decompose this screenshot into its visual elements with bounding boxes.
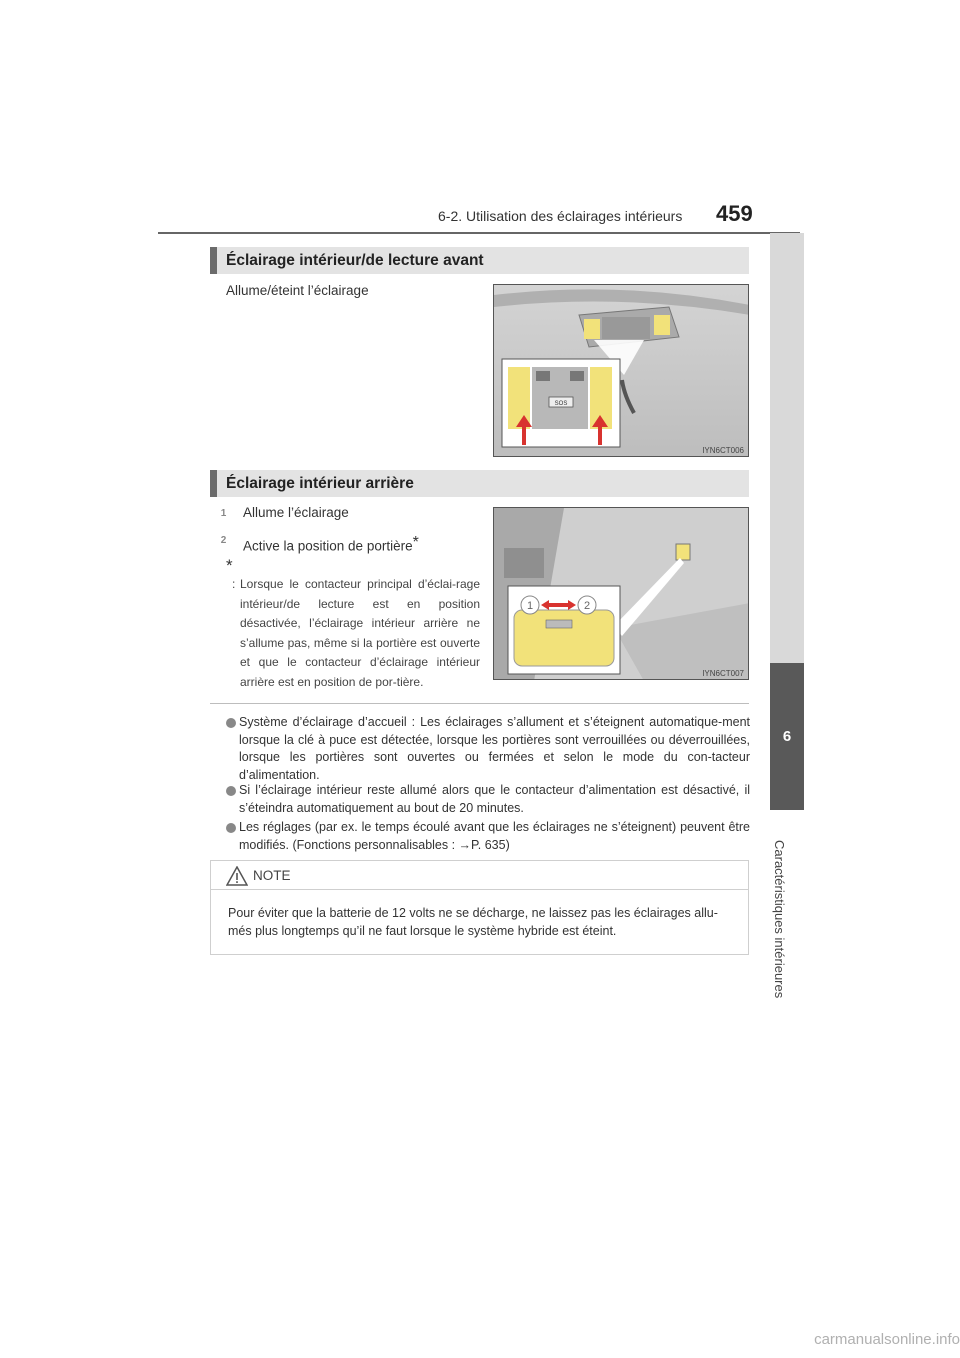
bullet-text-1: Système d’éclairage d’accueil : Les éclairages s’allument et s’éteignent automatique-ment lorsque la clé à puce est détectée, lorsque les portières sont verrouillées ou déverrouillées, lorsque les portières sont ouvertes ou fermées et selon le mode du con-tacteur d’alimentation. (239, 715, 750, 782)
note-title: NOTE (253, 868, 291, 883)
bullet-item-1 (226, 714, 750, 784)
rear-light-illustration-svg (494, 508, 749, 680)
rear-light-illustration (493, 507, 749, 680)
footnote-mark: * (226, 556, 233, 575)
rear-item-2-label: Active la position de portière (243, 538, 413, 554)
side-tab-background (770, 233, 804, 663)
footnote-separator: : (232, 577, 236, 591)
bullet-text-3: Les réglages (par ex. le temps écoulé avant que les éclairages ne s’éteignent) peuvent être modifiés. (Fonctions personnalisables : →P. 635) (239, 820, 750, 852)
header-section-title: 6-2. Utilisation des éclairages intérieurs (438, 208, 683, 224)
note-head-rule (211, 889, 748, 890)
section2-bottom-rule (210, 703, 749, 704)
section-heading-rear-light: Éclairage intérieur arrière (210, 470, 749, 497)
bullet-dot-icon (226, 718, 236, 728)
bullet-item-3 (226, 819, 750, 854)
chapter-label: Caractéristiques intérieures (772, 840, 787, 999)
rear-image-code: IYN6CT007 (702, 669, 744, 678)
rear-item-2-text (243, 532, 419, 554)
item-number-1: 1 (220, 508, 227, 519)
header-rule (158, 232, 800, 234)
watermark: carmanualsonline.info (814, 1331, 960, 1348)
rear-item-1-text: Allume l’éclairage (243, 505, 349, 520)
front-light-illustration-svg (494, 285, 749, 457)
item-number-2: 2 (220, 535, 227, 546)
front-light-illustration (493, 284, 749, 457)
bullet-item-2 (226, 782, 750, 817)
front-image-code: IYN6CT006 (702, 446, 744, 455)
rear-image-label-1: 1 (526, 600, 534, 612)
rear-image-label-2: 2 (583, 600, 591, 612)
footnote-star: * (412, 534, 419, 551)
bullet-text-2: Si l’éclairage intérieur reste allumé alors que le contacteur d’alimentation est désactivé, il s’éteindra automatiquement au bout de 20 minutes. (239, 783, 750, 815)
footnote-text: Lorsque le contacteur principal d’éclai-rage intérieur/de lecture est en position désactivée, l’éclairage intérieur arrière ne s’allume pas, même si la portière est ouverte et que le contacteur d’éclairage intérieur arrière est en position de por-tière. (240, 577, 480, 689)
chapter-number-tab: 6 (770, 663, 804, 810)
front-light-description: Allume/éteint l’éclairage (226, 283, 369, 298)
sos-button-label: SOS (554, 401, 568, 407)
bullet-dot-icon (226, 823, 236, 833)
bullet-dot-icon (226, 786, 236, 796)
note-text: Pour éviter que la batterie de 12 volts ne se décharge, ne laissez pas les éclairages allu-més plus longtemps qu’il ne faut lorsque le système hybride est éteint. (228, 906, 718, 938)
warning-triangle-icon (226, 866, 248, 891)
section-heading-front-light: Éclairage intérieur/de lecture avant (210, 247, 749, 274)
page-number: 459 (716, 201, 753, 226)
